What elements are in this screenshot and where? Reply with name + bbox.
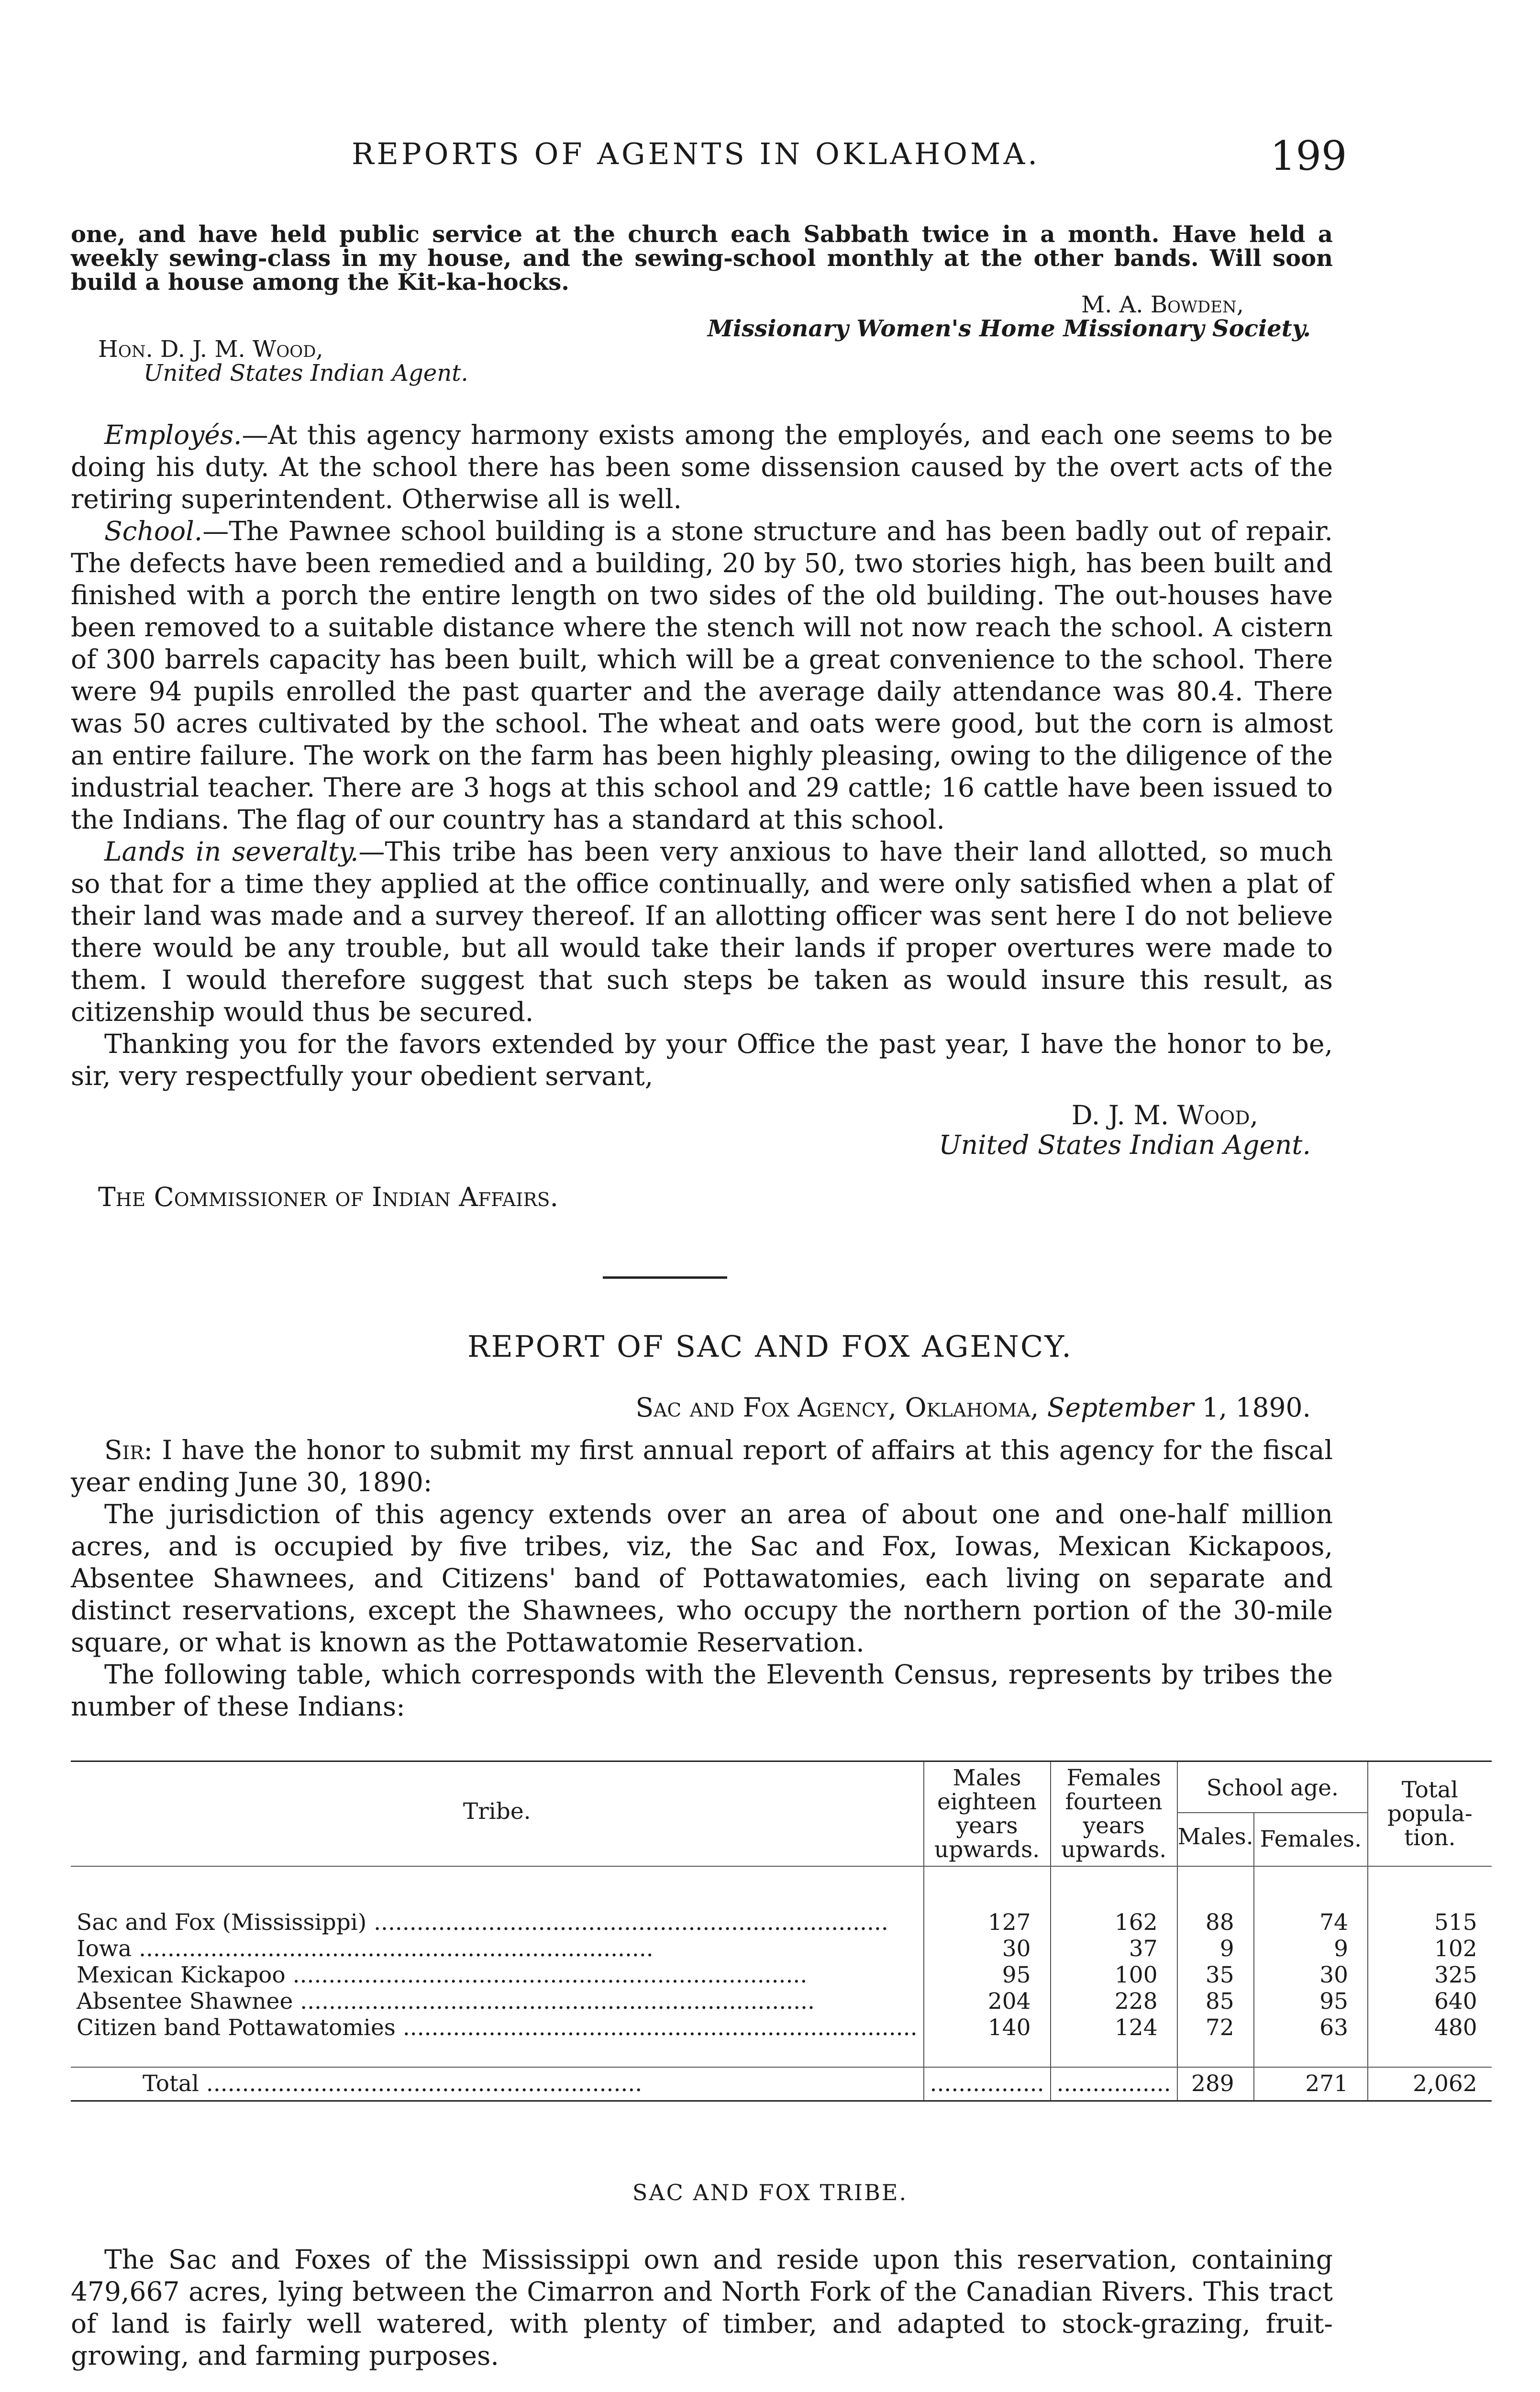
tribe-cell: Sac and Fox (Mississippi) ........................................................................ [71, 1909, 924, 1936]
females-cell: 228 [1051, 1988, 1177, 2015]
school-males-cell: 88 [1177, 1909, 1254, 1936]
dateline-date: September [1047, 1392, 1194, 1423]
sac-fox-tribe-body [71, 2244, 1333, 2372]
total-cell: 480 [1434, 2015, 1477, 2041]
bowden-addressee-title: United States Indian Agent. [144, 360, 468, 387]
section-divider [603, 1276, 727, 1279]
sac-fox-tribe-heading: SAC AND FOX TRIBE. [632, 2180, 908, 2205]
males-cell: 140 [924, 2015, 1051, 2041]
tribe-cell: Absentee Shawnee ........................................................................ [71, 1988, 924, 2015]
salutation-paragraph [71, 1434, 1333, 1498]
dateline-place: Sac and Fox Agency, Oklahoma, [635, 1392, 1039, 1423]
header-males: Males eighteen years upwards. [924, 1761, 1051, 1867]
wood-signature-name: D. J. M. Wood, [1071, 1100, 1258, 1130]
females-cell: 124 [1051, 2015, 1177, 2041]
wood-signature-title: United States Indian Agent. [939, 1130, 1311, 1160]
sac-fox-dateline [478, 1392, 1311, 1423]
sac-fox-report-body [71, 1434, 1333, 1723]
total-label: Total ............................................................. [71, 2067, 924, 2101]
header-females: Females fourteen years upwards. [1051, 1761, 1177, 1867]
total-females-leader: ................ [1051, 2067, 1177, 2101]
header-school-males: Males. [1177, 1813, 1254, 1866]
closing-paragraph: Thanking you for the favors extended by your Office the past year, I have the honor to be, sir, very respectfully your obedient servant, [71, 1029, 1333, 1091]
school-females-cell: 9 [1254, 1936, 1368, 1962]
sac-fox-para3: The following table, which corresponds with the Eleventh Census, represents by tribes the number of these Indians: [71, 1659, 1333, 1722]
school-females-cell: 95 [1254, 1988, 1368, 2015]
header-school-age: School age. [1177, 1761, 1368, 1813]
sac-fox-tribe-text: The Sac and Foxes of the Mississippi own and reside upon this reservation, containing 479,667 acres, lying between the Cimarron and North Fork of the Canadian Rivers. This tract of land is fairly well watered, with plenty of timber, and adapted to stock-grazing, fruit-growing, and farming purposes. [71, 2244, 1333, 2371]
tribe-cell: Mexican Kickapoo ........................................................................ [71, 1962, 924, 1988]
school-males-cell: 72 [1177, 2015, 1254, 2041]
table-row [71, 1909, 1492, 1936]
total-cell: 325 [1434, 1962, 1477, 1988]
table-total-row [71, 2067, 1492, 2101]
header-school-females: Females. [1254, 1813, 1368, 1866]
total-cell: 515 [1434, 1909, 1477, 1936]
tribe-cell: Iowa ........................................................................ [71, 1936, 924, 1962]
header-tribe: Tribe. [71, 1761, 924, 1867]
total-school-males: 289 [1177, 2067, 1254, 2101]
employes-text: —At this agency harmony exists among the employés, and each one seems to be doing his duty. At the school there has been some dissension caused by the overt acts of the retiring superintendent. Otherwise all is well. [71, 420, 1333, 514]
table-row [71, 1988, 1492, 2015]
census-table [71, 1761, 1492, 2102]
lands-heading: Lands in severalty. [104, 836, 359, 867]
wood-signature [718, 1100, 1311, 1160]
males-cell: 204 [924, 1988, 1051, 2015]
employes-paragraph [71, 419, 1333, 515]
census-rows [71, 1909, 1492, 2041]
dateline-year: 1, 1890. [1202, 1392, 1311, 1423]
page-number: 199 [1270, 133, 1347, 179]
total-population: 2,062 [1413, 2071, 1477, 2097]
table-header-row [71, 1761, 1492, 1813]
page-header [0, 122, 1540, 179]
males-cell: 127 [924, 1909, 1051, 1936]
bowden-addressee [98, 337, 468, 385]
pawnee-report-body [71, 419, 1333, 1092]
school-females-cell: 63 [1254, 2015, 1368, 2041]
table-spacer-row [71, 1866, 1492, 1909]
lands-text: —This tribe has been very anxious to have their land allotted, so much so that for a time they applied at the office continually, and were only satisfied when a plat of their land was made and a survey thereof. If an allotting officer was sent here I do not believe there would be any trouble, but all would take their lands if proper overtures were made to them. I would therefore suggest that such steps be taken as would insure this result, as citizenship would thus be secured. [71, 836, 1333, 1027]
table-row [71, 2015, 1492, 2041]
females-cell: 100 [1051, 1962, 1177, 1988]
school-heading: School. [104, 516, 203, 546]
school-females-cell: 74 [1254, 1909, 1368, 1936]
total-cell: 640 [1434, 1988, 1477, 2015]
males-cell: 30 [924, 1936, 1051, 1962]
bowden-signature-name: M. A. Bowden, [1081, 291, 1244, 318]
bowden-signature-title: Missionary Women's Home Missionary Society. [707, 315, 1311, 342]
sac-fox-para2: The jurisdiction of this agency extends over an area of about one and one-half million acres, and is occupied by five tribes, viz, the Sac and Fox, Iowas, Mexican Kickapoos, Absentee Shawnees, and Citizens' band of Pottawatomies, each living on separate and distinct reservations, except the Shawnees, who occupy the northern portion of the 30-mile square, or what is known as the Pottawatomie Reservation. [71, 1499, 1333, 1658]
table-row [71, 1962, 1492, 1988]
school-paragraph [71, 515, 1333, 836]
sac-fox-para1: I have the honor to submit my first annual report of affairs at this agency for the fiscal year ending June 30, 1890: [71, 1435, 1333, 1497]
bowden-addressee-name: Hon. D. J. M. Wood, [98, 336, 323, 363]
running-title: REPORTS OF AGENTS IN OKLAHOMA. [352, 136, 1040, 171]
school-females-cell: 30 [1254, 1962, 1368, 1988]
school-males-cell: 85 [1177, 1988, 1254, 2015]
sac-fox-report-title: REPORT OF SAC AND FOX AGENCY. [467, 1329, 1073, 1364]
bowden-signature [574, 293, 1311, 341]
school-text: —The Pawnee school building is a stone structure and has been badly out of repair. The defects have been remedied and a building, 20 by 50, two stories high, has been built and finished with a porch the entire length on two sides of the old building. The out-houses have been removed to a suitable distance where the stench will not now reach the school. A cistern of 300 barrels capacity has been built, which will be a great convenience to the school. There were 94 pupils enrolled the past quarter and the average daily attendance was 80.4. There was 50 acres cultivated by the school. The wheat and oats were good, but the corn is almost an entire failure. The work on the farm has been highly pleasing, owing to the diligence of the industrial teacher. There are 3 hogs at this school and 29 cattle; 16 cattle have been issued to the Indians. The flag of our country has a standard at this school. [71, 516, 1333, 835]
males-cell: 95 [924, 1962, 1051, 1988]
school-males-cell: 35 [1177, 1962, 1254, 1988]
table-row [71, 1936, 1492, 1962]
school-males-cell: 9 [1177, 1936, 1254, 1962]
employes-heading: Employés. [104, 420, 242, 450]
commissioner-addressee: The Commissioner of Indian Affairs. [98, 1182, 558, 1212]
census-table-wrapper [71, 1761, 1492, 2102]
tribe-cell: Citizen band Pottawatomies ........................................................................ [71, 2015, 924, 2041]
females-cell: 162 [1051, 1909, 1177, 1936]
lands-paragraph [71, 836, 1333, 1028]
total-cell: 102 [1434, 1936, 1477, 1962]
bowden-letter-text: one, and have held public service at the church each Sabbath twice in a month. Have held a weekly sewing-class in my house, and the sewing-school monthly at the other bands. Will soon build a house among the Kit-ka-hocks. [71, 221, 1333, 296]
salutation: Sir: [104, 1435, 153, 1465]
females-cell: 37 [1051, 1936, 1177, 1962]
total-males-leader: ................ [924, 2067, 1051, 2101]
total-school-females: 271 [1254, 2067, 1368, 2101]
header-total: Total popula-tion. [1368, 1761, 1492, 1867]
